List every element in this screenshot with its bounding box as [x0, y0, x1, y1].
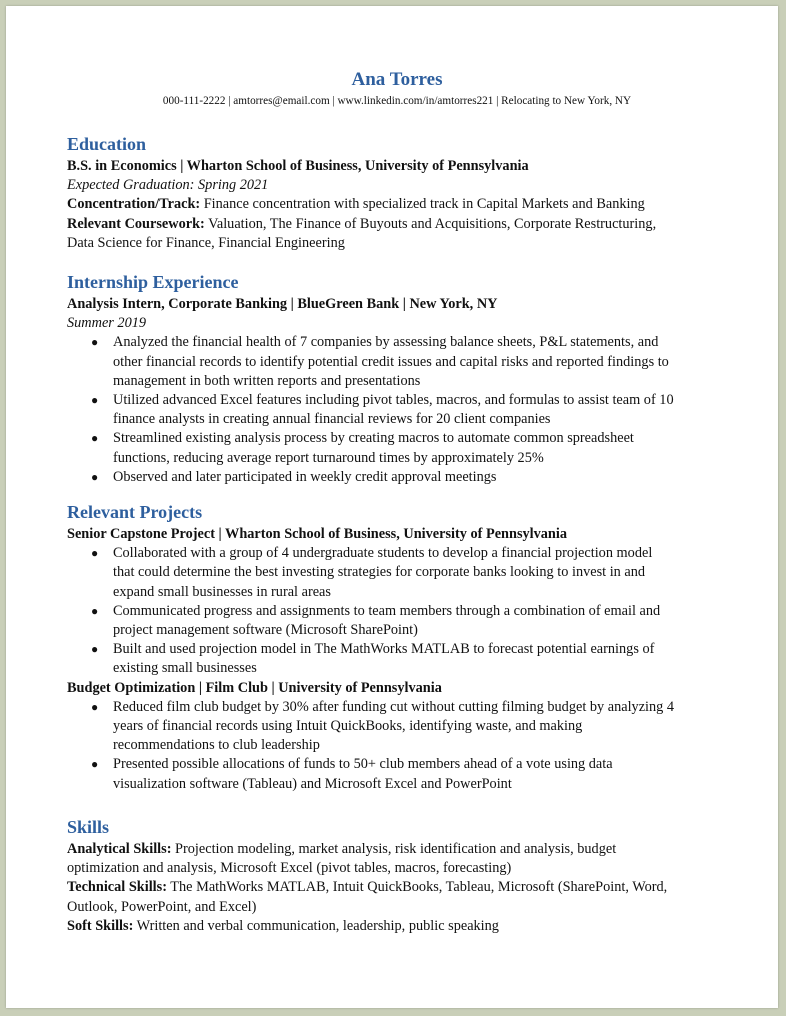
bullet-continuation: existing small businesses	[113, 660, 257, 677]
education-heading: Education	[67, 134, 147, 154]
bullet-item: ● Collaborated with a group of 4 undergraduate students to develop a financial projection model	[67, 544, 732, 563]
bullet-dot: ●	[91, 393, 99, 408]
contact-line: 000-111-2222 | amtorres@email.com | www.linkedin.com/in/amtorres221 | Relocating to New York, NY	[162, 95, 632, 107]
internship-bullets	[67, 333, 732, 487]
bullet-continuation: that could determine the best investing strategies for corporate banks looking to invest in and	[113, 564, 646, 581]
bullet-continuation: recommendations to club leadership	[113, 737, 320, 754]
analytical-skills-line	[67, 840, 732, 859]
concentration-line	[67, 195, 732, 214]
bullet-dot: ●	[91, 699, 99, 714]
graduation-date: Expected Graduation: Spring 2021	[67, 177, 269, 194]
skills-heading: Skills	[67, 817, 110, 837]
soft-skills-label: Soft Skills:	[67, 917, 134, 934]
bullet-dot: ●	[91, 642, 99, 657]
technical-skills-line-2: Outlook, PowerPoint, and Excel)	[67, 898, 257, 915]
degree-line: B.S. in Economics | Wharton School of Business, University of Pennsylvania	[67, 158, 529, 174]
analytical-skills-text: Projection modeling, market analysis, risk identification and analysis, budget	[171, 841, 617, 857]
technical-skills-line	[67, 878, 732, 897]
project2-bullets	[67, 698, 732, 794]
bullet-continuation: expand small businesses in rural areas	[113, 583, 331, 600]
bullet-item: ● Presented possible allocations of funds to 50+ club members ahead of a vote using data	[67, 755, 732, 774]
bullet-dot: ●	[91, 603, 99, 618]
bullet-continuation: finance analysts in creating annual financial reviews for 20 client companies	[113, 411, 551, 428]
concentration-text: Finance concentration with specialized track in Capital Markets and Banking	[200, 196, 645, 213]
bullet-item: ● Analyzed the financial health of 7 companies by assessing balance sheets, P&L statements, and	[67, 333, 732, 352]
projects-section	[67, 501, 732, 794]
bullet-continuation: other financial records to identify potential credit issues and capital risks and reported findings to	[113, 353, 669, 370]
project2-title: Budget Optimization | Film Club | University of Pennsylvania	[67, 679, 442, 696]
coursework-line-2: Data Science for Finance, Financial Engineering	[67, 234, 345, 251]
bullet-item: ● Built and used projection model in The MathWorks MATLAB to forecast potential earnings of	[67, 640, 732, 659]
bullet-item: ● Communicated progress and assignments to team members through a combination of email and	[67, 602, 732, 621]
bullet-item: ● Streamlined existing analysis process by creating macros to automate common spreadsheet	[67, 429, 732, 448]
bullet-continuation: visualization software (Tableau) and Microsoft Excel and PowerPoint	[113, 775, 512, 792]
concentration-label: Concentration/Track:	[67, 196, 201, 213]
internship-heading: Internship Experience	[67, 272, 239, 292]
internship-section	[67, 271, 732, 487]
resume-page	[6, 6, 778, 1008]
skills-section	[67, 816, 732, 936]
bullet-continuation: functions, reducing average report turnaround times by approximately 25%	[113, 449, 544, 466]
internship-title: Analysis Intern, Corporate Banking | BlueGreen Bank | New York, NY	[67, 296, 498, 312]
analytical-skills-line-2: optimization and analysis, Microsoft Excel (pivot tables, macros, forecasting)	[67, 860, 512, 877]
bullet-dot: ●	[91, 431, 99, 446]
bullet-continuation: years of financial records using Intuit QuickBooks, identifying waste, and making	[113, 718, 583, 735]
projects-heading: Relevant Projects	[67, 502, 203, 522]
coursework-label: Relevant Coursework:	[67, 215, 205, 232]
analytical-skills-label: Analytical Skills:	[67, 841, 172, 857]
bullet-dot: ●	[91, 546, 99, 561]
bullet-item: ● Observed and later participated in weekly credit approval meetings	[67, 468, 732, 487]
technical-skills-text: The MathWorks MATLAB, Intuit QuickBooks, Tableau, Microsoft (SharePoint, Word,	[166, 879, 668, 896]
project1-title: Senior Capstone Project | Wharton School of Business, University of Pennsylvania	[67, 526, 567, 542]
internship-date: Summer 2019	[67, 315, 147, 332]
education-section	[67, 133, 732, 253]
coursework-text: Valuation, The Finance of Buyouts and Acquisitions, Corporate Restructuring,	[204, 215, 657, 232]
technical-skills-label: Technical Skills:	[67, 879, 167, 896]
bullet-item: ● Utilized advanced Excel features including pivot tables, macros, and formulas to assist team of 10	[67, 391, 732, 410]
bullet-continuation: management in both written reports and presentations	[113, 372, 421, 389]
bullet-item: ● Reduced film club budget by 30% after funding cut without cutting filming budget by analyzing 4	[67, 698, 732, 717]
project1-bullets	[67, 544, 732, 678]
soft-skills-line	[67, 917, 732, 936]
bullet-dot: ●	[91, 757, 99, 772]
candidate-name: Ana Torres	[351, 69, 443, 90]
bullet-dot: ●	[91, 335, 99, 350]
bullet-dot: ●	[91, 469, 99, 484]
soft-skills-text: Written and verbal communication, leadership, public speaking	[133, 917, 499, 934]
coursework-line	[67, 215, 732, 234]
bullet-continuation: project management software (Microsoft SharePoint)	[113, 622, 418, 639]
